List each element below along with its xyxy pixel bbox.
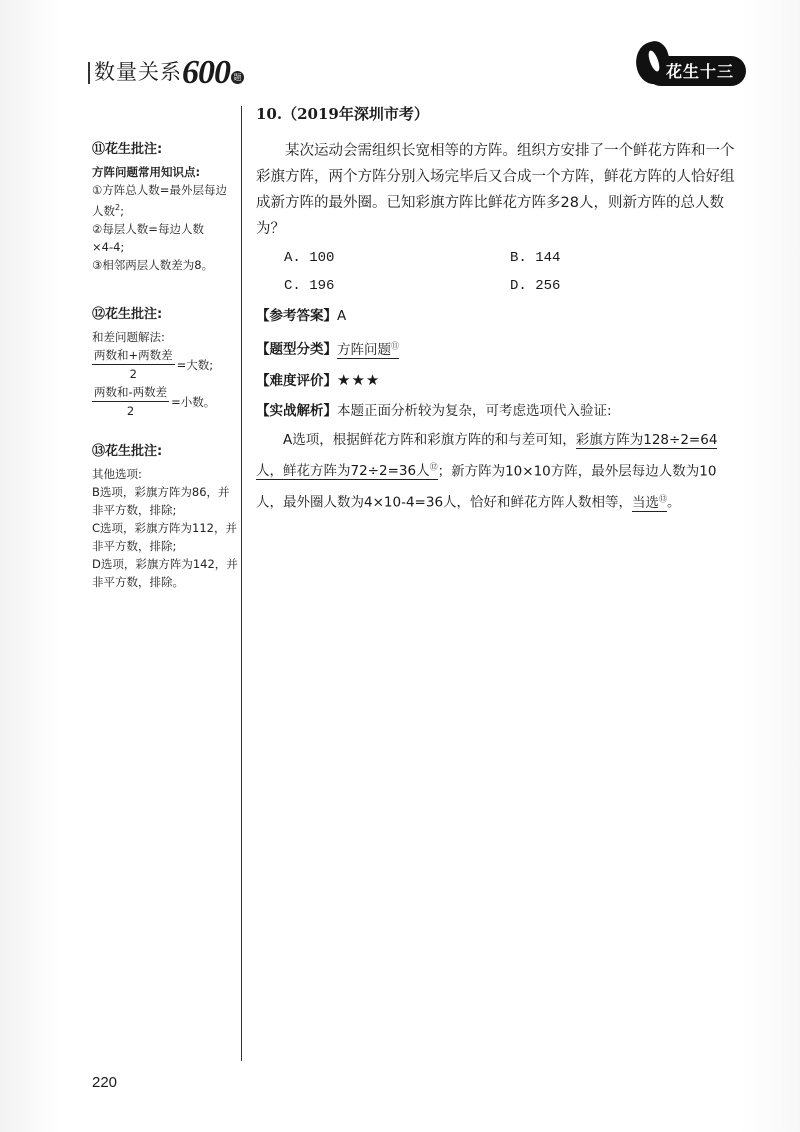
fraction xyxy=(92,383,169,420)
page-number: 220 xyxy=(92,1074,118,1091)
note-heading: 和差问题解法: xyxy=(92,330,165,344)
answer-options xyxy=(284,244,742,300)
annotation-marker: ⑫ xyxy=(429,462,438,472)
annotation-marker: ⑪ xyxy=(391,341,399,350)
formula-small xyxy=(92,383,242,420)
brand-name: 花生十三 xyxy=(666,62,735,81)
note-line: C选项，彩旗方阵为112，并 xyxy=(92,521,237,535)
book-title-number: 600 xyxy=(182,54,230,91)
difficulty-label: 【难度评价】 xyxy=(256,372,337,389)
option-d: D. 256 xyxy=(510,278,561,294)
analysis-label: 【实战解析】 xyxy=(256,402,337,419)
sidebar-note-3 xyxy=(92,443,242,591)
question-type-text: 方阵问题 xyxy=(337,341,391,358)
superscript: 2 xyxy=(115,203,121,212)
option-b: B. 144 xyxy=(510,250,561,266)
formula-result: =大数; xyxy=(176,357,214,372)
note-line: D选项，彩旗方阵为142，并 xyxy=(92,557,238,571)
option-a: A. 100 xyxy=(284,250,335,266)
numerator: 两数和+两数差 xyxy=(92,346,175,365)
question-title: 10.（2019年深圳市考） xyxy=(256,105,429,123)
note-title: ⑪花生批注: xyxy=(92,142,163,157)
question-type-label: 【题型分类】 xyxy=(256,341,337,358)
analysis-text: A选项，根据鲜花方阵和彩旗方阵的和与差可知， xyxy=(283,431,576,448)
note-title: ⑫花生批注: xyxy=(92,307,163,322)
note-line: B选项，彩旗方阵为86，并 xyxy=(92,485,230,499)
underlined-text xyxy=(283,463,438,480)
question-block xyxy=(256,103,742,517)
note-line: ×4-4; xyxy=(92,239,125,254)
question-type xyxy=(256,332,742,364)
denominator: 2 xyxy=(129,367,137,381)
note-line: 非平方数，排除; xyxy=(92,539,177,553)
difficulty-stars: ★★★ xyxy=(337,370,381,389)
analysis-text: 鲜花方阵为72÷2=36人 xyxy=(283,463,430,479)
note-heading: 方阵问题常用知识点: xyxy=(92,165,201,179)
note-line xyxy=(92,199,242,220)
formula-result: =小数。 xyxy=(171,394,216,409)
note-title: ⑬花生批注: xyxy=(92,444,163,459)
analysis-intro: 本题正面分析较为复杂，可考虑选项代入验证: xyxy=(337,402,612,419)
analysis-text: 。 xyxy=(667,494,681,511)
reference-answer-value: A xyxy=(337,308,347,324)
underlined-text xyxy=(632,495,667,512)
note-text: ; xyxy=(120,203,124,218)
formula-large xyxy=(92,346,242,383)
fraction xyxy=(92,346,175,383)
numerator: 两数和-两数差 xyxy=(92,383,169,402)
brand-logo xyxy=(628,38,746,90)
sidebar-note-1 xyxy=(92,141,242,274)
note-line: 非平方数，排除。 xyxy=(92,575,184,589)
denominator: 2 xyxy=(126,404,135,418)
note-text: 人数 xyxy=(92,203,115,218)
analysis-text: 当选 xyxy=(632,494,660,511)
reference-answer xyxy=(256,302,742,330)
underlined-text: 彩旗方阵为128÷2=64人， xyxy=(256,431,718,479)
option-c: C. 196 xyxy=(284,278,335,294)
analysis-header xyxy=(256,397,742,425)
book-title-suffix: 题 xyxy=(231,71,244,84)
note-line: 非平方数，排除; xyxy=(92,503,177,517)
note-heading: 其他选项: xyxy=(92,467,142,481)
book-title xyxy=(88,50,244,90)
title-bar xyxy=(88,62,90,84)
question-stem: 某次运动会需组织长宽相等的方阵。组织方安排了一个鲜花方阵和一个彩旗方阵，两个方阵分别入场完毕后又合成一个方阵，鲜花方阵的人恰好组成新方阵的最外圈。已知彩旗方阵比鲜花方阵多28人，则新方阵的总人数为？ xyxy=(256,143,735,237)
sidebar-note-2 xyxy=(92,306,242,420)
analysis-text: ；新方阵为10×10方阵，最外层每边人数为10人，最外圈人数为4×10-4=36人，恰好和鲜花方阵人数相等， xyxy=(256,463,717,511)
difficulty xyxy=(256,366,742,395)
annotation-marker: ⑬ xyxy=(659,494,668,503)
note-line: ③相邻两层人数差为8。 xyxy=(92,257,214,272)
question-type-value xyxy=(337,342,399,359)
book-title-cn: 数量关系 xyxy=(94,60,182,84)
analysis-body xyxy=(256,427,742,517)
note-line: ②每层人数=每边人数 xyxy=(92,221,204,236)
note-line: ①方阵总人数=最外层每边 xyxy=(92,183,227,197)
reference-answer-label: 【参考答案】 xyxy=(256,308,337,324)
